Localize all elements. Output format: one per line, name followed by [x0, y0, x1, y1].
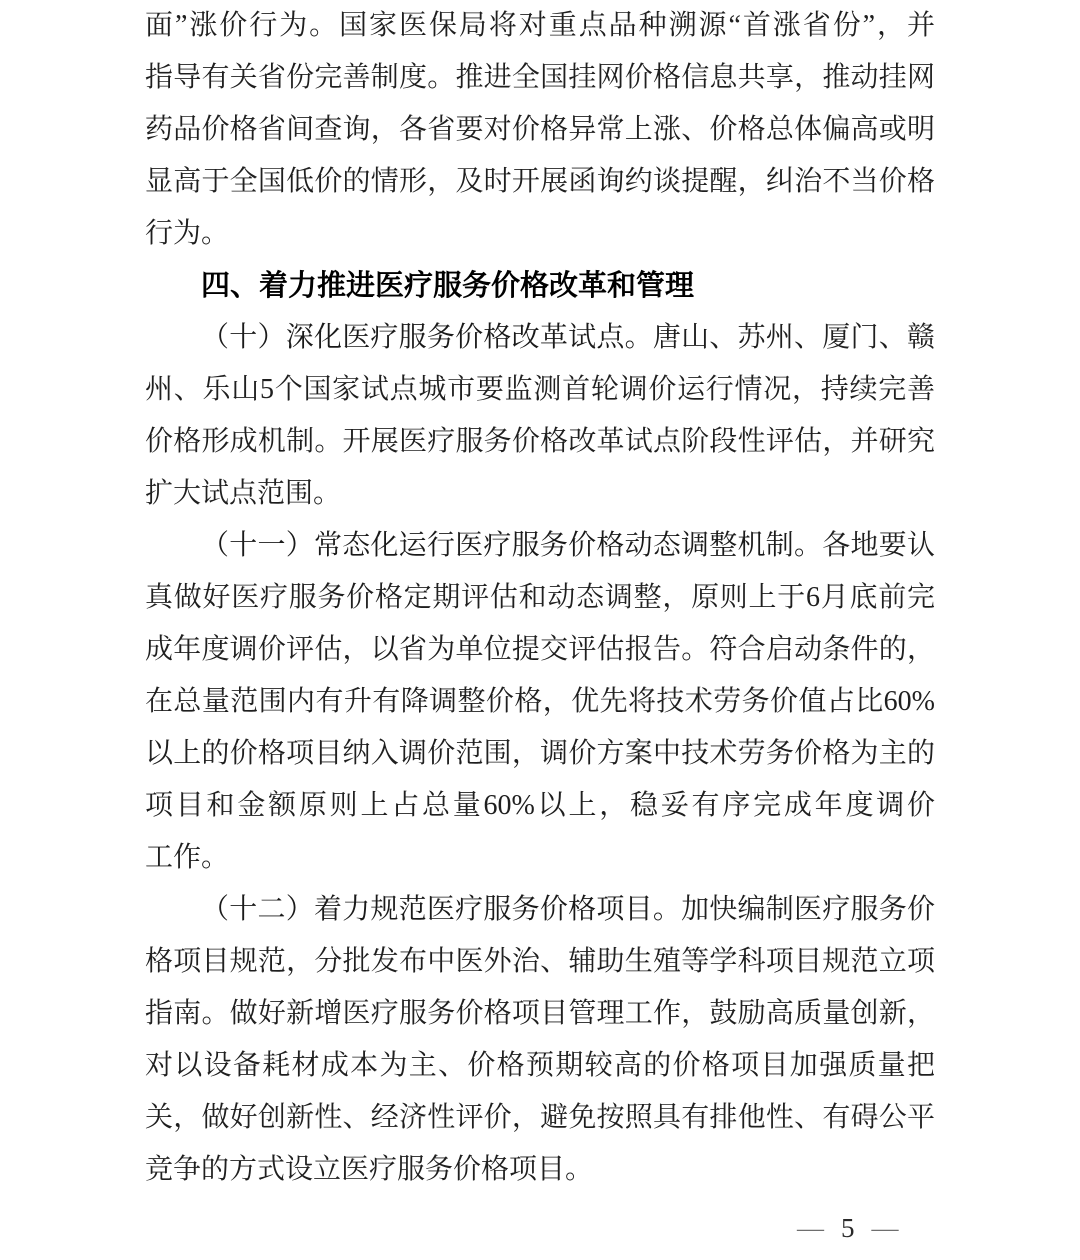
item-10-line-1-rest: 唐山、苏州、厦门、赣 — [652, 322, 935, 353]
item-10-line-3: 价格形成机制。开展医疗服务价格改革试点阶段性评估，并研究 — [145, 426, 935, 457]
section-4-heading: 四、着力推进医疗服务价格改革和管理 — [201, 270, 695, 302]
item-12-lead: （十二）着力规范医疗服务价格项目。 — [201, 894, 682, 925]
item-11-line-4: 在总量范围内有升有降调整价格，优先将技术劳务价值占比60% — [145, 686, 935, 717]
page-number-value: 5 — [841, 1212, 855, 1243]
item-10-line-4: 扩大试点范围。 — [145, 478, 342, 509]
item-11-lead: （十一）常态化运行医疗服务价格动态调整机制。 — [201, 530, 823, 561]
item-12-line-6: 竞争的方式设立医疗服务价格项目。 — [145, 1154, 594, 1185]
item-11-line-7: 工作。 — [145, 842, 230, 873]
item-10-line-2: 州、乐山5个国家试点城市要监测首轮调价运行情况，持续完善 — [145, 374, 935, 405]
intro-line-4: 显高于全国低价的情形，及时开展函询约谈提醒，纠治不当价格 — [145, 166, 935, 197]
intro-line-1: 面”涨价行为。国家医保局将对重点品种溯源“首涨省份”，并 — [145, 10, 935, 41]
page-number — [797, 1206, 899, 1250]
intro-line-2: 指导有关省份完善制度。推进全国挂网价格信息共享，推动挂网 — [145, 62, 935, 93]
item-10-lead: （十）深化医疗服务价格改革试点。 — [201, 322, 653, 353]
item-11-line-1-rest: 各地要认 — [822, 530, 935, 561]
item-12-line-1-rest: 加快编制医疗服务价 — [681, 894, 935, 925]
intro-line-5: 行为。 — [145, 218, 230, 249]
item-11-line-6: 项目和金额原则上占总量60%以上，稳妥有序完成年度调价 — [145, 790, 935, 821]
item-11-line-1 — [145, 520, 935, 572]
page-number-dash-left: — — [797, 1214, 824, 1242]
item-11-line-2: 真做好医疗服务价格定期评估和动态调整，原则上于6月底前完 — [145, 582, 935, 613]
item-10-line-1 — [145, 312, 935, 364]
item-12-line-4: 对以设备耗材成本为主、价格预期较高的价格项目加强质量把 — [145, 1050, 935, 1081]
item-12-line-3: 指南。做好新增医疗服务价格项目管理工作，鼓励高质量创新， — [145, 998, 935, 1029]
item-12-line-2: 格项目规范，分批发布中医外治、辅助生殖等学科项目规范立项 — [145, 946, 935, 977]
item-11-line-5: 以上的价格项目纳入调价范围，调价方案中技术劳务价格为主的 — [145, 738, 935, 769]
item-12-line-5: 关，做好创新性、经济性评价，避免按照具有排他性、有碍公平 — [145, 1102, 935, 1133]
document-text-block — [145, 0, 935, 1196]
item-11-line-3: 成年度调价评估，以省为单位提交评估报告。符合启动条件的， — [145, 634, 935, 665]
item-12-line-1 — [145, 884, 935, 936]
page-number-dash-right: — — [871, 1214, 899, 1242]
intro-line-3: 药品价格省间查询，各省要对价格异常上涨、价格总体偏高或明 — [145, 114, 935, 145]
